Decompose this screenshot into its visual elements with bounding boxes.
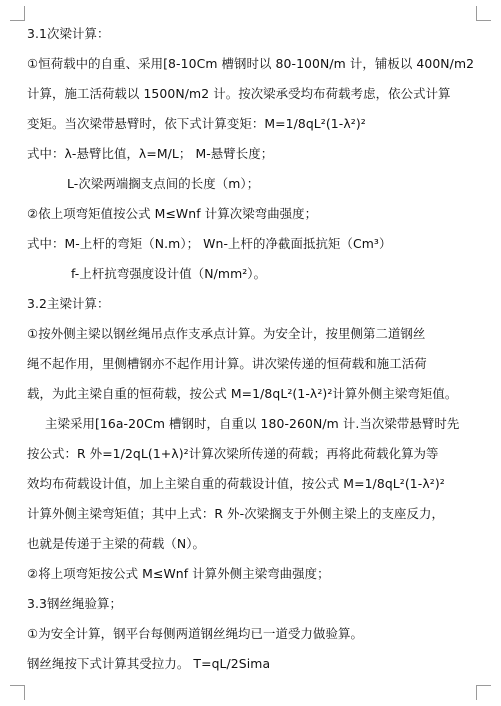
paragraph-line: ①为安全计算，钢平台每侧两道钢丝绳均已一道受力做验算。 (27, 626, 363, 641)
paragraph-line: 钢丝绳按下式计算其受拉力。 T=qL/2Sima (27, 656, 271, 671)
paragraph-line: 效均布荷载设计值，加上主梁自重的荷载设计值，按公式 M=1/8qL²(1-λ²)² (27, 476, 445, 491)
paragraph-line: ②依上项弯矩值按公式 M≤Wnf 计算次梁弯曲强度； (27, 206, 318, 221)
section-heading-3-3: 3.3钢丝绳验算； (27, 596, 122, 611)
margin-corner-mark-bottom-right (476, 685, 491, 700)
paragraph-line: 主梁采用[16a-20Cm 槽钢时，自重以 180-260N/m 计.当次梁带悬臂时先 (45, 416, 460, 431)
paragraph-line: 式中：λ-悬臂比值，λ=M/L； M-悬臂长度； (27, 146, 274, 161)
document-page (27, 19, 485, 679)
paragraph-line: 也就是传递于主梁的荷载（N）。 (27, 536, 206, 551)
paragraph-line: 载，为此主梁自重的恒荷载，按公式 M=1/8qL²(1-λ²)²计算外侧主梁弯矩值。 (27, 386, 458, 401)
margin-corner-mark-bottom-left (10, 685, 25, 700)
paragraph-line: 按公式：R 外=1/2qL(1+λ)²计算次梁所传递的荷载；再将此荷载化算为等 (27, 446, 439, 461)
paragraph-line: 式中：M-上杆的弯矩（N.m）； Wn-上杆的净截面抵抗矩（Cm³） (27, 236, 392, 251)
paragraph-line: 变矩。当次梁带悬臂时，依下式计算变矩：M=1/8qL²(1-λ²)² (27, 116, 366, 131)
section-heading-3-2: 3.2主梁计算： (27, 296, 110, 311)
paragraph-line: L-次梁两端搁支点间的长度（m）； (67, 176, 260, 191)
paragraph-line: ②将上项弯矩按公式 M≤Wnf 计算外侧主梁弯曲强度； (27, 566, 330, 581)
margin-corner-mark-top-left (10, 6, 25, 21)
paragraph-line: 计算，施工活荷载以 1500N/m2 计。按次梁承受均布荷载考虑，依公式计算 (27, 86, 451, 101)
section-heading-3-1: 3.1次梁计算： (27, 26, 110, 41)
paragraph-line: ①恒荷载中的自重、采用[8-10Cm 槽钢时以 80-100N/m 计，铺板以 400N/m2 (27, 56, 475, 71)
paragraph-line: 计算外侧主梁弯矩值；其中上式：R 外-次梁搁支于外侧主梁上的支座反力， (27, 506, 445, 521)
paragraph-line: 绳不起作用，里侧槽钢亦不起作用计算。讲次梁传递的恒荷载和施工活荷 (27, 356, 427, 371)
paragraph-line: ①按外侧主梁以钢丝绳吊点作支承点计算。为安全计，按里侧第二道钢丝 (27, 326, 426, 341)
paragraph-line: f-上杆抗弯强度设计值（N/mm²）。 (71, 266, 267, 281)
